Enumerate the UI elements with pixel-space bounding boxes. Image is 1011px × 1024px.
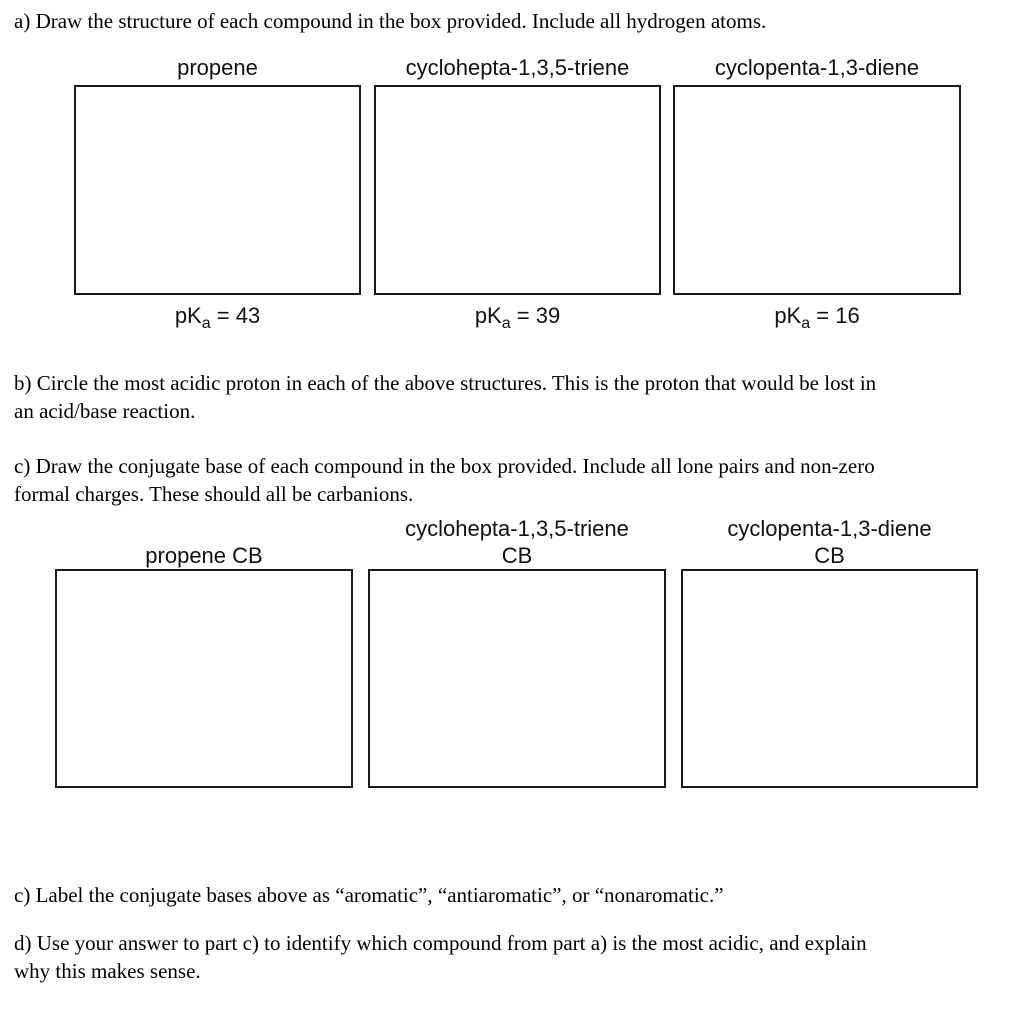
cb-label-wrap <box>55 516 353 569</box>
question-a-line1: a) Draw the structure of each compound in the box provided. Include all hydrogen atoms. <box>14 9 767 33</box>
compound-label-wrap <box>673 50 961 81</box>
question-b-line1: b) Circle the most acidic proton in each of the above structures. This is the proton that would be lost in <box>14 371 877 395</box>
pka-label-cycloheptatriene <box>374 303 661 332</box>
compound-label-cycloheptatriene: cyclohepta-1,3,5-triene <box>405 55 630 80</box>
compound-group-propene <box>74 50 361 332</box>
question-a <box>14 7 1009 35</box>
pka-prefix: pK <box>774 303 802 328</box>
pka-label-propene <box>74 303 361 332</box>
pka-label-cyclopentadiene <box>673 303 961 332</box>
question-c <box>14 452 1009 508</box>
question-b-line2: an acid/base reaction. <box>14 399 196 423</box>
compound-group-cyclopentadiene <box>673 50 961 332</box>
compound-label-wrap <box>74 50 361 81</box>
question-c-label-line1: c) Label the conjugate bases above as “aromatic”, “antiaromatic”, or “nonaromatic.” <box>14 883 724 907</box>
pka-prefix: pK <box>474 303 502 328</box>
pka-value: = 16 <box>810 303 860 328</box>
cb-group-propene <box>55 516 353 788</box>
question-c-label <box>14 881 1009 909</box>
question-d-line2: why this makes sense. <box>14 959 201 983</box>
structure-box-cyclopentadiene[interactable] <box>673 85 961 295</box>
pka-subscript: a <box>201 315 211 332</box>
question-d-line1: d) Use your answer to part c) to identify which compound from part a) is the most acidic, and explain <box>14 931 867 955</box>
structure-box-cycloheptatriene[interactable] <box>374 85 661 295</box>
question-c-line1: c) Draw the conjugate base of each compound in the box provided. Include all lone pairs and non-zero <box>14 454 875 478</box>
compound-label-propene: propene <box>177 55 258 80</box>
cb-label-wrap <box>681 516 978 569</box>
cb-label-propene-line1: propene CB <box>145 543 263 568</box>
pka-prefix: pK <box>174 303 202 328</box>
compound-label-wrap <box>374 50 661 81</box>
pka-value: = 39 <box>510 303 561 328</box>
cb-box-cyclopentadiene[interactable] <box>681 569 978 788</box>
question-c-line2: formal charges. These should all be carbanions. <box>14 482 414 506</box>
structure-box-propene[interactable] <box>74 85 361 295</box>
cb-group-cyclopentadiene <box>681 516 978 788</box>
cb-label-cyclopentadiene-line1: cyclopenta-1,3-diene <box>727 516 932 541</box>
cb-label-wrap <box>368 516 666 569</box>
pka-subscript: a <box>501 315 511 332</box>
cb-label-cycloheptatriene-line2: CB <box>501 543 533 568</box>
cb-label-cycloheptatriene-line1: cyclohepta-1,3,5-triene <box>405 516 629 541</box>
cb-label-cyclopentadiene-line2: CB <box>814 543 845 568</box>
question-d <box>14 929 1009 985</box>
pka-value: = 43 <box>210 303 261 328</box>
cb-box-cycloheptatriene[interactable] <box>368 569 666 788</box>
cb-box-propene[interactable] <box>55 569 353 788</box>
question-b <box>14 369 1009 425</box>
compound-label-cyclopentadiene: cyclopenta-1,3-diene <box>714 55 920 80</box>
compound-group-cycloheptatriene <box>374 50 661 332</box>
cb-group-cycloheptatriene <box>368 516 666 788</box>
pka-subscript: a <box>801 315 811 332</box>
